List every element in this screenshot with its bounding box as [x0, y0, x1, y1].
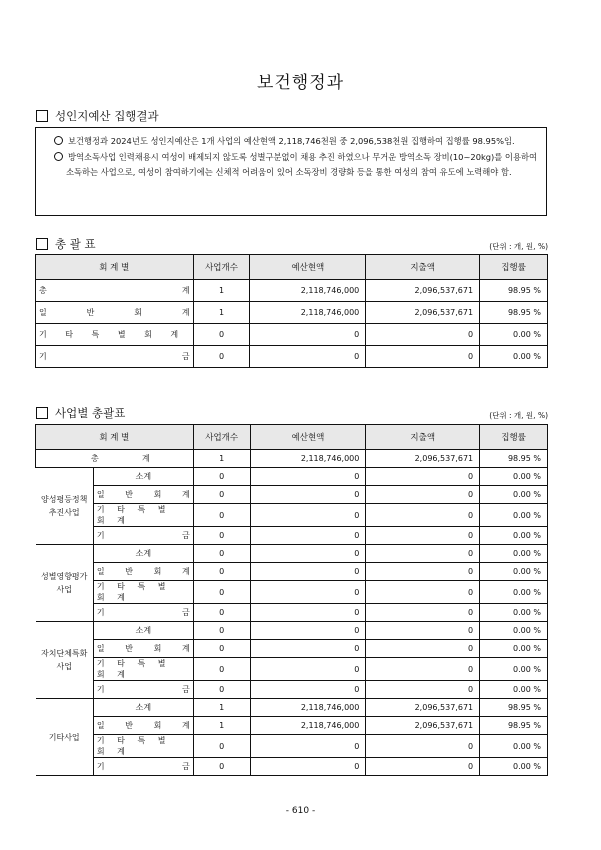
table-row: 성별영향평가 사업 소계 0 0 0 0.00 %: [36, 545, 548, 563]
table-row: 기 금 0 0 0 0.00 %: [36, 604, 548, 622]
section-heading-overview: [36, 236, 96, 252]
table-header-row: [36, 425, 548, 450]
project-table: [35, 424, 548, 776]
checkbox-square-icon: [36, 110, 48, 122]
group-label: 기타사업: [36, 699, 94, 776]
table-row: 기 타 특 별 회 계 0 0 0 0.00 %: [36, 581, 548, 604]
table-row: 일 반 회 계 0 0 0 0.00 %: [36, 563, 548, 581]
summary-item: 방역소독사업 인력채용시 여성이 배제되지 않도록 성별구분없이 채용 추진 하였으나 무거운 방역소독 장비(10~20kg)를 이용하여 소독하는 사업으로, 여성이 참여하기에는 신체적 어려움이 있어 소독장비 경량화 등을 통한 여성의 참여 유도에 노력해야 함.: [54, 150, 538, 181]
header-rate: 집행률: [480, 255, 548, 280]
header-account: 회 계 별: [36, 425, 194, 450]
summary-item: 보건행정과 2024년도 성인지예산은 1개 사업의 예산현액 2,118,746천원 중 2,096,538천원 집행하여 집행률 98.95%임.: [54, 134, 538, 150]
table-row: 기 타 특 별 회 계 0 0 0 0.00 %: [36, 658, 548, 681]
table-row: 일 반 회 계 0 0 0 0.00 %: [36, 486, 548, 504]
table-row: 기 금 0 0 0 0.00 %: [36, 346, 548, 368]
table-row: 기 타 특 별 회 계 0 0 0 0.00 %: [36, 504, 548, 527]
header-count: 사업개수: [193, 255, 250, 280]
unit-label: (단위 : 개, 원, %): [489, 411, 548, 420]
checkbox-square-icon: [36, 238, 48, 250]
section-heading-by-project: [36, 405, 125, 421]
table-row: 기 금 0 0 0 0.00 %: [36, 758, 548, 776]
table-row: 양성평등정책 추진사업 소계 0 0 0 0.00 %: [36, 468, 548, 486]
header-account: 회 계 별: [36, 255, 194, 280]
bullet-circle-icon: [54, 136, 63, 145]
table-row: 일 반 회 계 0 0 0 0.00 %: [36, 640, 548, 658]
header-spent: 지출액: [366, 255, 480, 280]
table-row: 자치단체특화 사업 소계 0 0 0 0.00 %: [36, 622, 548, 640]
table-row: 기타사업 소계 1 2,118,746,000 2,096,537,671 98.95 %: [36, 699, 548, 717]
table-row: 기 타 특 별 회 계 0 0 0 0.00 %: [36, 324, 548, 346]
header-rate: 집행률: [480, 425, 548, 450]
checkbox-square-icon: [36, 407, 48, 419]
header-budget: 예산현액: [250, 425, 366, 450]
header-count: 사업개수: [193, 425, 250, 450]
bullet-circle-icon: [54, 152, 63, 161]
section-title: 총 괄 표: [55, 237, 96, 251]
table-row: 기 타 특 별 회 계 0 0 0 0.00 %: [36, 735, 548, 758]
table-row: 총 계 1 2,118,746,000 2,096,537,671 98.95 %: [36, 280, 548, 302]
page-number: - 610 -: [285, 806, 316, 816]
header-spent: 지출액: [366, 425, 480, 450]
table-row: 기 금 0 0 0 0.00 %: [36, 527, 548, 545]
overview-table: [35, 254, 548, 368]
table-header-row: [36, 255, 548, 280]
section-heading-results: [36, 108, 159, 124]
group-label: 양성평등정책 추진사업: [36, 468, 94, 545]
header-budget: 예산현액: [250, 255, 366, 280]
group-label: 자치단체특화 사업: [36, 622, 94, 699]
section-title: 사업별 총괄표: [55, 406, 126, 420]
table-row: 일 반 회 계 1 2,118,746,000 2,096,537,671 98.95 %: [36, 302, 548, 324]
table-row: 기 금 0 0 0 0.00 %: [36, 681, 548, 699]
page-title: 보건행정과: [256, 73, 345, 93]
unit-label: (단위 : 개, 원, %): [489, 242, 548, 251]
section-title: 성인지예산 집행결과: [55, 109, 159, 123]
summary-box: [35, 127, 547, 216]
table-row: 총 계 1 2,118,746,000 2,096,537,671 98.95 %: [36, 450, 548, 468]
group-label: 성별영향평가 사업: [36, 545, 94, 622]
table-row: 일 반 회 계 1 2,118,746,000 2,096,537,671 98.95 %: [36, 717, 548, 735]
